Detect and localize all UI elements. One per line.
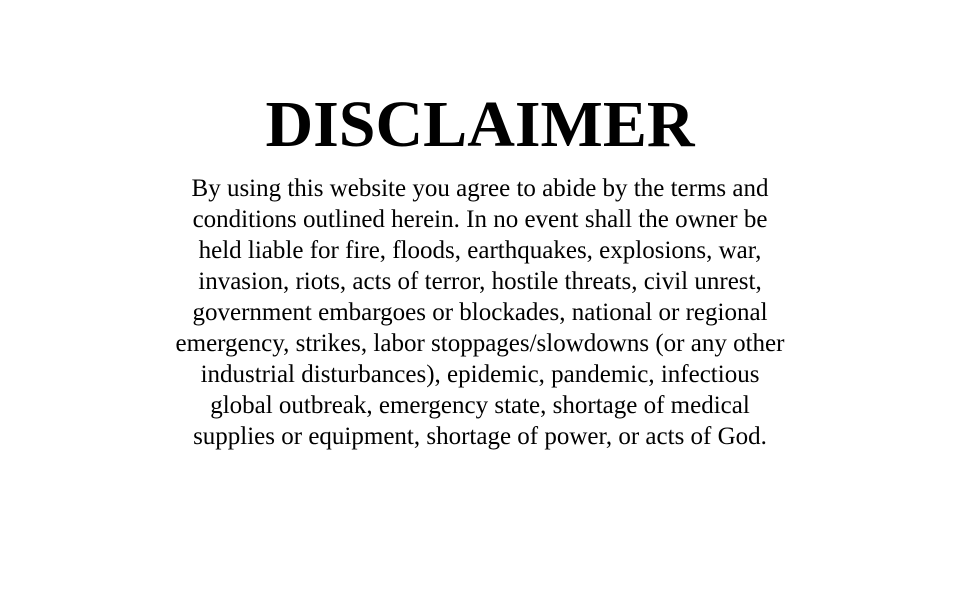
disclaimer-body: By using this website you agree to abide by the terms and conditions outlined herein. In no event shall the owner be held liable for fire, floods, earthquakes, explosions, war, invasion, riots, acts of terror, hostile threats, civil unrest, government embargoes or blockades, national or regional emergency, strikes, labor stoppages/slowdowns (or any other industrial disturbances), epidemic, pandemic, infectious global outbreak, emergency state, shortage of medical supplies or equipment, shortage of power, or acts of God. bbox=[175, 175, 785, 450]
disclaimer-title: DISCLAIMER bbox=[265, 88, 695, 161]
